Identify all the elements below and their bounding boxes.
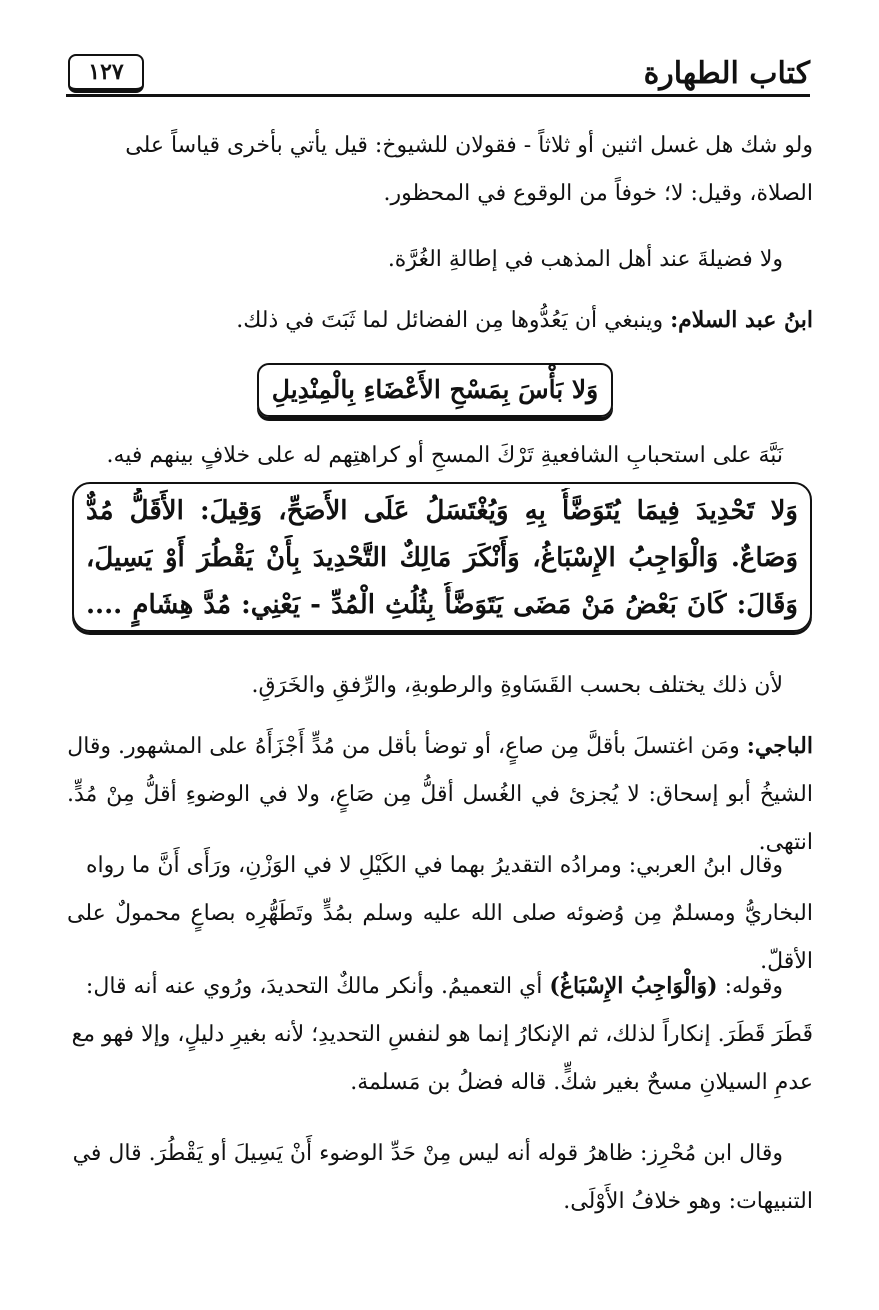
page-header (66, 52, 810, 98)
text-line: وقال ابن مُحْرِز: ظاهرُ قوله أنه ليس مِنْ حَدِّ الوضوء أَنْ يَسِيلَ أو يَقْطُرَ. قال في (72, 1141, 783, 1166)
text-line: لأن ذلك يختلف بحسب القَسَاوةِ والرطوبةِ، والرِّفقِ والخَرَقِ. (251, 673, 783, 698)
text-line: الشيخُ أبو إسحاق: لا يُجزئ في الغُسل أقلُّ مِن صَاعٍ، ولا في الوضوءِ أقلُّ مِنْ مُدٍّ. انتهى. (67, 782, 813, 855)
paragraph-ghurra (67, 236, 813, 284)
note-paragraph (67, 432, 813, 480)
paragraph-ibn-abd-salam (67, 296, 813, 345)
text-line: عدمِ السيلانِ مسحٌ بغير شكٍّ. قاله فضلُ بن مَسلمة. (350, 1070, 813, 1095)
commentary-isbagh (67, 962, 813, 1107)
matn-line: وَلا تَحْدِيدَ فِيمَا يُتَوَضَّأُ بِهِ وَيُغْتَسَلُ عَلَى الأَصَحِّ، وَقِيلَ: الأَقَلُّ مُدٌّ (86, 496, 798, 526)
text-prefix: وقوله: (717, 974, 783, 999)
commentary-reason (67, 662, 813, 710)
text-line: نَبَّهَ على استحبابِ الشافعيةِ تَرْكَ المسحِ أو كراهتِهم له على خلافٍ بينهم فيه. (106, 443, 783, 468)
speaker-name: الباجي: (746, 733, 813, 759)
text-line: الصلاة، وقيل: لا؛ خوفاً من الوقوع في المحظور. (383, 181, 813, 206)
header-rule (66, 94, 810, 97)
paragraph-doubt (67, 122, 813, 218)
text-line: البخاريُّ ومسلمٌ مِن وُضوئه صلى الله عليه وسلم بمُدٍّ وتَطَهُّرِه بصاعٍ محمولٌ على الأقلّ. (67, 901, 813, 974)
text-line: أي التعميمُ. وأنكر مالكٌ التحديدَ، ورُوي عنه أنه قال: (85, 974, 550, 999)
commentary-ibn-muhriz (67, 1130, 813, 1226)
text-line: ولا فضيلةَ عند أهل المذهب في إطالةِ الغُرَّة. (387, 247, 783, 272)
speaker-name: ابنُ عبد السلام: (670, 307, 813, 333)
section-heading: وَلا بَأْسَ بِمَسْحِ الأَعْضَاءِ بِالْمِنْدِيلِ (257, 363, 613, 417)
text-line: وقال ابنُ العربي: ومرادُه التقديرُ بهما في الكَيْلِ لا في الوَزْنِ، ورَأَى أَنَّ ما رواه (85, 853, 783, 878)
text-line: التنبيهات: وهو خلافُ الأَوْلَى. (563, 1189, 813, 1214)
matn-line: وَقَالَ: كَانَ بَعْضُ مَنْ مَضَى يَتَوَضَّأُ بِثُلُثِ الْمُدِّ - يَعْنِي: مُدَّ هِشَامٍ .... (86, 590, 798, 620)
matn-line: وَصَاعٌ. وَالْوَاجِبُ الإِسْبَاغُ، وَأَنْكَرَ مَالِكٌ التَّحْدِيدَ بِأَنْ يَقْطُرَ أَوْ يَسِيلَ، (86, 543, 798, 573)
text-line: ومَن اغتسلَ بأقلَّ مِن صاعٍ، أو توضأ بأقل من مُدٍّ أَجْزَأَهُ على المشهور. وقال (67, 734, 747, 759)
matn-quote: (وَالْوَاجِبُ الإِسْبَاغُ) (549, 973, 718, 999)
matn-box (72, 482, 812, 632)
text-line: قَطَرَ قَطَرَ. إنكاراً لذلك، ثم الإنكارُ إنما هو لنفسِ التحديدِ؛ لأنه بغيرِ دليلٍ، وإلا فهو مع (71, 1022, 813, 1047)
page-number: ١٢٧ (68, 54, 144, 93)
text-line: وينبغي أن يَعُدُّوها مِن الفضائل لما ثَبَتَ في ذلك. (236, 308, 671, 333)
text-line: ولو شك هل غسل اثنين أو ثلاثاً - فقولان للشيوخ: قيل يأتي بأخرى قياساً على (125, 133, 813, 158)
book-title: كتاب الطهارة (643, 56, 810, 91)
